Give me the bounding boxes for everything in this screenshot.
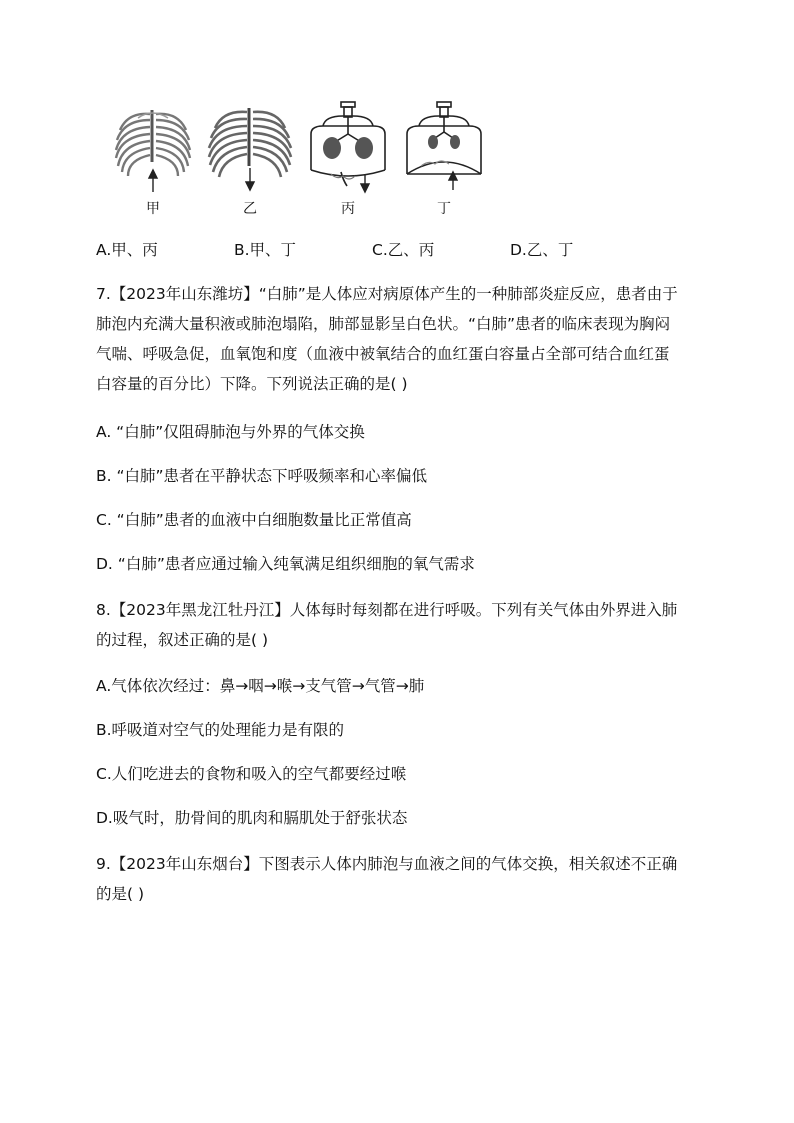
q9-stem-line: 9.【2023年山东烟台】下图表示人体内肺泡与血液之间的气体交换，相关叙述不正确 xyxy=(96,855,678,873)
q8-option-c: C.人们吃进去的食物和吸入的空气都要经过喉 xyxy=(96,765,407,783)
figure-label-bing: 丙 xyxy=(341,201,355,217)
q7-stem-line: 白容量的百分比）下降。下列说法正确的是( ) xyxy=(96,375,408,393)
q8-option-d: D.吸气时，肋骨间的肌肉和膈肌处于舒张状态 xyxy=(96,809,408,827)
q7-stem-line: 肺泡内充满大量积液或肺泡塌陷，肺部显影呈白色状。“白肺”患者的临床表现为胸闷 xyxy=(96,315,671,333)
q7-stem-line: 7.【2023年山东潍坊】“白肺”是人体应对病原体产生的一种肺部炎症反应，患者由于 xyxy=(96,285,678,303)
q9-stem-line: 的是( ) xyxy=(96,885,145,903)
ribcage-diagram-jia xyxy=(108,100,198,220)
bell-jar-diagram-bing xyxy=(303,100,393,220)
ribcage-diagram-yi xyxy=(205,100,295,220)
q7-stem-line: 气喘、呼吸急促，血氧饱和度（血液中被氧结合的血红蛋白容量占全部可结合血红蛋 xyxy=(96,345,670,363)
q8-option-a: A.气体依次经过：鼻→咽→喉→支气管→气管→肺 xyxy=(96,677,425,695)
q6-option-a: A.甲、丙 xyxy=(96,241,158,259)
q8-stem-line: 的过程，叙述正确的是( ) xyxy=(96,631,269,649)
q8-stem-line: 8.【2023年黑龙江牡丹江】人体每时每刻都在进行呼吸。下列有关气体由外界进入肺 xyxy=(96,601,678,619)
q6-option-c: C.乙、丙 xyxy=(372,241,435,259)
breathing-figure xyxy=(103,100,483,220)
q6-option-b: B.甲、丁 xyxy=(234,241,297,259)
q7-option-b: B. “白肺”患者在平静状态下呼吸频率和心率偏低 xyxy=(96,467,428,485)
bell-jar-diagram-ding xyxy=(399,100,489,220)
q6-option-d: D.乙、丁 xyxy=(510,241,574,259)
figure-label-ding: 丁 xyxy=(437,201,451,217)
q7-option-a: A. “白肺”仅阻碍肺泡与外界的气体交换 xyxy=(96,423,365,441)
q7-option-d: D. “白肺”患者应通过输入纯氧满足组织细胞的氧气需求 xyxy=(96,555,475,573)
q7-option-c: C. “白肺”患者的血液中白细胞数量比正常值高 xyxy=(96,511,412,529)
figure-label-yi: 乙 xyxy=(243,201,257,217)
figure-label-jia: 甲 xyxy=(146,201,160,217)
q8-option-b: B.呼吸道对空气的处理能力是有限的 xyxy=(96,721,345,739)
